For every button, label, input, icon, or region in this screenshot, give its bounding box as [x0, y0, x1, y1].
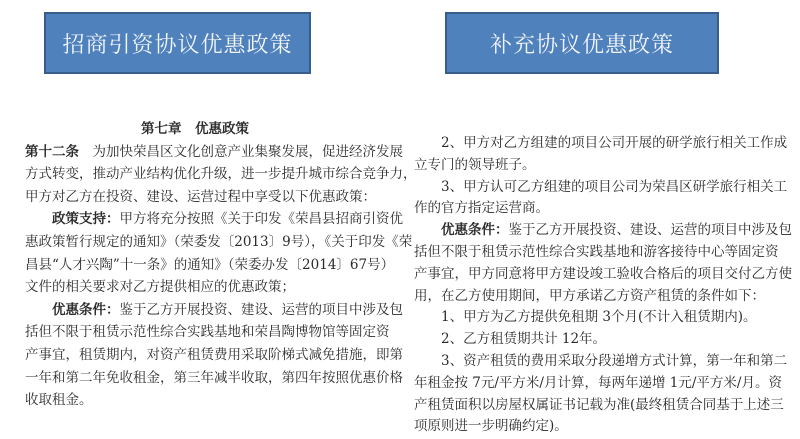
line-text: 2、乙方租赁期共计 12年。: [441, 331, 607, 348]
document-line: [414, 416, 748, 438]
chapter-title: 第七章 优惠政策: [141, 121, 249, 137]
line-text: 甲方将充分按照《关于印发《荣昌县招商引资优: [119, 211, 403, 228]
right-section-header[interactable]: 补充协议优惠政策: [445, 12, 719, 74]
document-line: [25, 276, 365, 299]
line-text: 产事宜，租赁期内，对资产租赁费用采取阶梯式减免措施，即第: [25, 346, 403, 363]
investment-agreement-document: [25, 118, 417, 412]
line-text: 3、甲方认可乙方组建的项目公司为荣昌区研学旅行相关工: [441, 178, 788, 195]
line-text: 作的官方指定运营商。: [414, 200, 549, 217]
document-line: [25, 299, 403, 322]
line-text: 3、资产租赁的费用采取分段递增方式计算，第一年和第二: [441, 352, 788, 369]
document-line: [25, 321, 390, 344]
document-line: [25, 389, 365, 412]
document-line: [414, 264, 792, 286]
document-line: [414, 220, 792, 242]
line-text: 方式转变，推动产业结构优化升级，进一步提升城市综合竞争力，: [25, 166, 417, 183]
line-text: 为加快荣昌区文化创意产业集聚发展，促进经济发展: [79, 143, 403, 160]
clause-label: 优惠条件：: [52, 301, 120, 318]
document-line: [414, 198, 748, 220]
line-text: 甲方对乙方在投资、建设、运营过程中享受以下优惠政策：: [25, 188, 376, 205]
left-document-body: [25, 141, 417, 412]
document-line: [25, 163, 417, 186]
document-line: [414, 177, 788, 199]
document-line: [25, 367, 403, 390]
document-line: [414, 133, 788, 155]
document-line: [414, 286, 765, 308]
supplementary-agreement-document: [414, 133, 792, 438]
line-text: 项原则进一步明确约定)。: [414, 418, 568, 435]
document-line: [25, 186, 376, 209]
line-text: 括但不限于租赁示范性综合实践基地和荣昌陶博物馆等固定资: [25, 324, 390, 341]
right-document-body: [414, 133, 792, 438]
document-line: [25, 344, 403, 367]
document-line: [25, 231, 413, 254]
document-line: [25, 141, 403, 164]
line-text: 文件的相关要求对乙方提供相应的优惠政策；: [25, 279, 295, 296]
line-text: 2、甲方对乙方组建的项目公司开展的研学旅行相关工作成: [441, 135, 788, 151]
left-section-header[interactable]: 招商引资协议优惠政策: [44, 12, 311, 74]
document-line: [414, 155, 748, 177]
line-text: 用，在乙方使用期间，甲方承诺乙方资产租赁的条件如下：: [414, 287, 765, 304]
document-line: [25, 254, 395, 277]
document-line: [414, 351, 788, 373]
line-text: 产租赁面积以房屋权属证书记载为准(最终租赁合同基于上述三: [414, 396, 784, 413]
line-text: 立专门的领导班子。: [414, 156, 536, 173]
line-text: 括但不限于租赁示范性综合实践基地和游客接待中心等固定资: [414, 243, 779, 260]
line-text: 鉴于乙方开展投资、建设、运营的项目中涉及包: [119, 301, 403, 318]
clause-label: 优惠条件：: [441, 222, 509, 239]
document-line: [414, 329, 748, 351]
clause-label: 政策支持：: [52, 211, 120, 228]
document-line: [414, 395, 784, 417]
document-line: [25, 208, 403, 231]
line-text: 收取租金。: [25, 392, 93, 409]
line-text: 昌县“人才兴陶”十一条》的通知》（荣委办发〔2014〕67号）: [25, 256, 395, 273]
line-text: 年租金按 7元/平方米/月计算，每两年递增 1元/平方米/月。资: [414, 374, 782, 391]
line-text: 鉴于乙方开展投资、建设、运营的项目中涉及包: [508, 222, 792, 239]
line-text: 产事宜，甲方同意将甲方建设竣工验收合格后的项目交付乙方使: [414, 265, 792, 282]
line-text: 惠政策暂行规定的通知》（荣委发〔2013〕9号），《关于印发《荣: [25, 233, 413, 250]
document-line: [414, 373, 782, 395]
clause-label: 第十二条: [25, 143, 79, 160]
line-text: 一年和第二年免收租金，第三年减半收取，第四年按照优惠价格: [25, 369, 403, 386]
document-line: [414, 242, 779, 264]
document-line: [414, 307, 757, 329]
line-text: 1、甲方为乙方提供免租期 3个月(不计入租赁期内)。: [441, 309, 757, 326]
